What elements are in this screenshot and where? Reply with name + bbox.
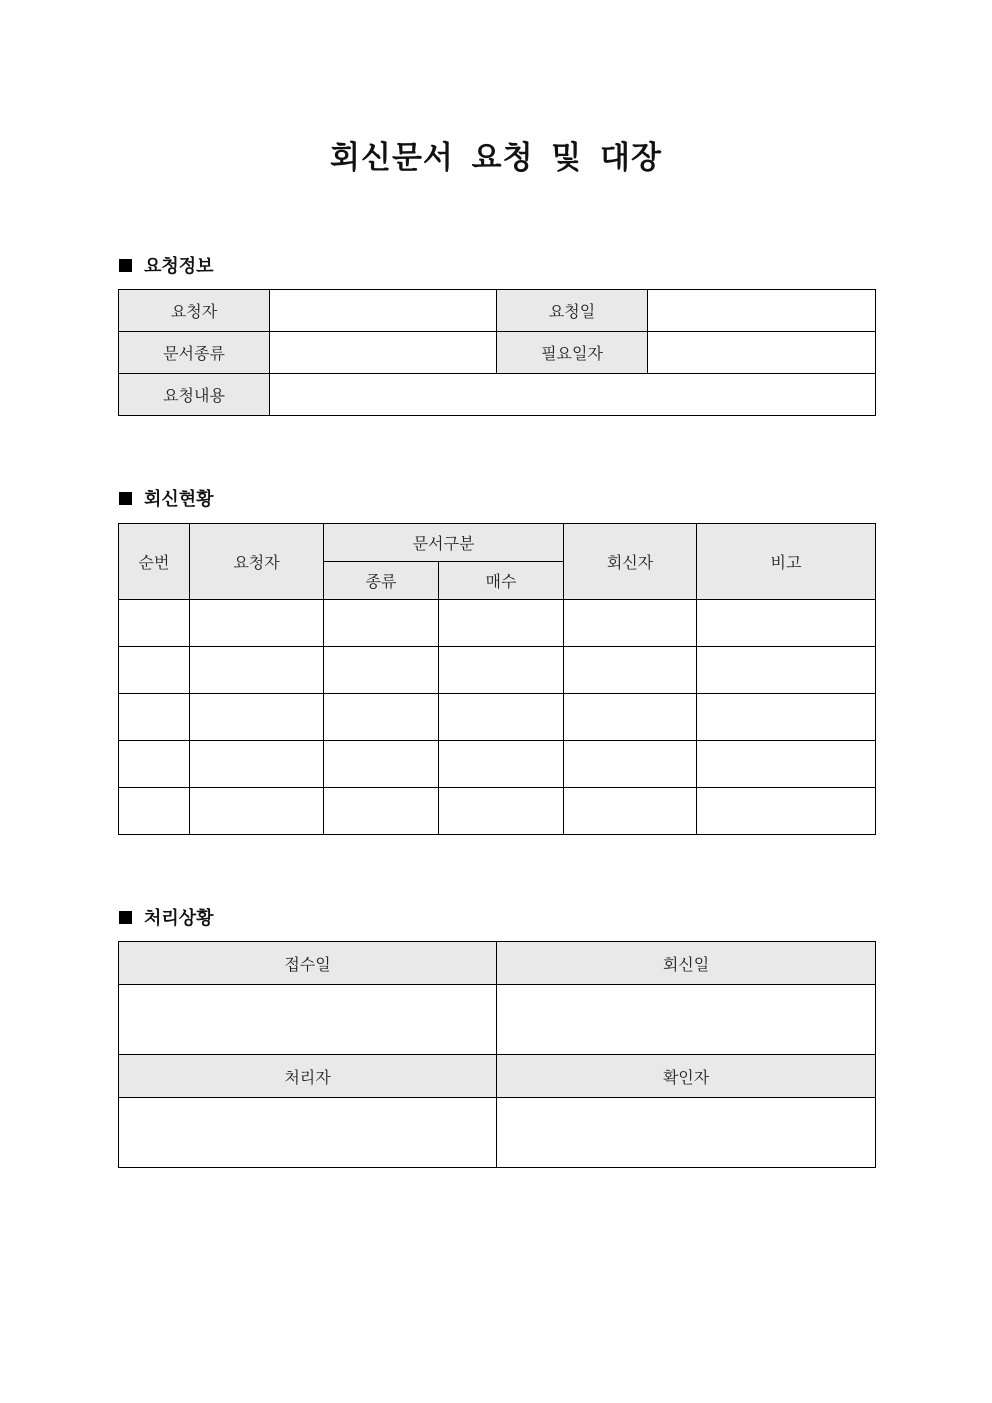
cell-replier[interactable] <box>564 694 697 741</box>
table-row <box>119 647 876 694</box>
cell-copies[interactable] <box>439 741 564 788</box>
table-row <box>119 788 876 835</box>
request-content-field[interactable] <box>270 374 876 416</box>
confirmer-field[interactable] <box>497 1098 876 1168</box>
cell-note[interactable] <box>697 788 876 835</box>
cell-requester[interactable] <box>190 694 324 741</box>
cell-no[interactable] <box>119 694 190 741</box>
doc-type-field[interactable] <box>270 332 497 374</box>
process-status-heading-label: 처리상황 <box>144 908 214 929</box>
col-header-copies: 매수 <box>439 562 564 600</box>
col-header-doc-group: 문서구분 <box>324 524 564 562</box>
cell-doc-type[interactable] <box>324 741 439 788</box>
handler-field[interactable] <box>119 1098 497 1168</box>
cell-no[interactable] <box>119 788 190 835</box>
request-info-table <box>118 289 876 416</box>
cell-note[interactable] <box>697 600 876 647</box>
cell-copies[interactable] <box>439 788 564 835</box>
table-row <box>119 694 876 741</box>
cell-requester[interactable] <box>190 788 324 835</box>
col-header-note: 비고 <box>697 524 876 600</box>
process-status-heading <box>119 905 214 929</box>
confirmer-label: 확인자 <box>497 1055 876 1098</box>
cell-note[interactable] <box>697 741 876 788</box>
request-date-field[interactable] <box>648 290 876 332</box>
col-header-requester: 요청자 <box>190 524 324 600</box>
cell-requester[interactable] <box>190 647 324 694</box>
col-header-replier: 회신자 <box>564 524 697 600</box>
cell-note[interactable] <box>697 694 876 741</box>
reply-status-heading-label: 회신현황 <box>144 489 214 510</box>
request-content-label: 요청내용 <box>119 374 270 416</box>
square-bullet-icon <box>119 259 132 272</box>
page-title: 회신문서 요청 및 대장 <box>330 140 662 176</box>
cell-no[interactable] <box>119 600 190 647</box>
reply-date-label: 회신일 <box>497 942 876 985</box>
cell-requester[interactable] <box>190 741 324 788</box>
cell-no[interactable] <box>119 647 190 694</box>
col-header-no: 순번 <box>119 524 190 600</box>
cell-replier[interactable] <box>564 647 697 694</box>
handler-label: 처리자 <box>119 1055 497 1098</box>
cell-note[interactable] <box>697 647 876 694</box>
cell-doc-type[interactable] <box>324 694 439 741</box>
cell-replier[interactable] <box>564 600 697 647</box>
request-date-label: 요청일 <box>497 290 648 332</box>
reply-status-heading <box>119 486 214 510</box>
required-date-label: 필요일자 <box>497 332 648 374</box>
doc-type-label: 문서종류 <box>119 332 270 374</box>
cell-replier[interactable] <box>564 741 697 788</box>
received-date-label: 접수일 <box>119 942 497 985</box>
table-row <box>119 741 876 788</box>
cell-no[interactable] <box>119 741 190 788</box>
cell-copies[interactable] <box>439 647 564 694</box>
cell-doc-type[interactable] <box>324 788 439 835</box>
cell-replier[interactable] <box>564 788 697 835</box>
reply-date-field[interactable] <box>497 985 876 1055</box>
received-date-field[interactable] <box>119 985 497 1055</box>
table-row <box>119 600 876 647</box>
required-date-field[interactable] <box>648 332 876 374</box>
requester-label: 요청자 <box>119 290 270 332</box>
cell-copies[interactable] <box>439 694 564 741</box>
col-header-doc-type: 종류 <box>324 562 439 600</box>
request-info-heading <box>119 253 214 277</box>
square-bullet-icon <box>119 492 132 505</box>
square-bullet-icon <box>119 911 132 924</box>
cell-copies[interactable] <box>439 600 564 647</box>
reply-status-table <box>118 523 876 835</box>
cell-requester[interactable] <box>190 600 324 647</box>
request-info-heading-label: 요청정보 <box>144 256 214 277</box>
process-status-table <box>118 941 876 1168</box>
requester-field[interactable] <box>270 290 497 332</box>
cell-doc-type[interactable] <box>324 600 439 647</box>
cell-doc-type[interactable] <box>324 647 439 694</box>
